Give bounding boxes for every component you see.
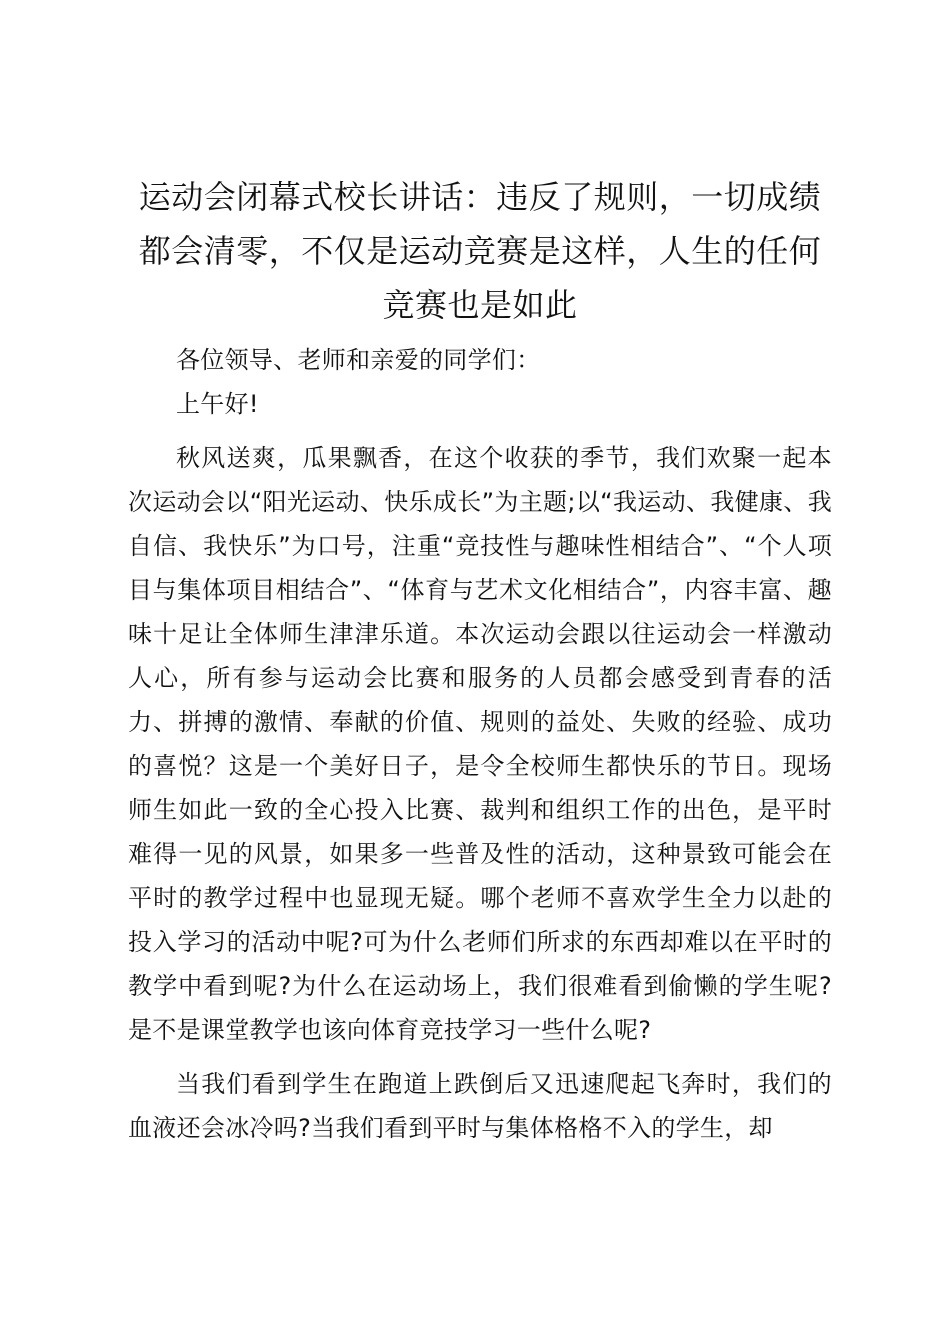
greeting: 上午好! — [176, 390, 259, 418]
salutation: 各位领导、老师和亲爱的同学们： — [176, 346, 541, 374]
document-title: 运动会闭幕式校长讲话：违反了规则，一切成绩都会清零，不仅是运动竞赛是这样，人生的任何竞赛也是如此 — [138, 178, 822, 324]
body-paragraph: 当我们看到学生在跑道上跌倒后又迅速爬起飞奔时，我们的血液还会冰冷吗?当我们看到平时与集体格格不入的学生，却 — [128, 1070, 832, 1142]
body-paragraph: 秋风送爽，瓜果飘香，在这个收获的季节，我们欢聚一起本次运动会以“阳光运动、快乐成长”为主题;以“我运动、我健康、我自信、我快乐”为口号，注重“竞技性与趣味性相结合”、“个人项目与集体项目相结合”、“体育与艺术文化相结合”，内容丰富、趣味十足让全体师生津津乐道。本次运动会跟以往运动会一样激动人心，所有参与运动会比赛和服务的人员都会感受到青春的活力、拼搏的激情、奉献的价值、规则的益处、失败的经验、成功的喜悦？这是一个美好日子，是令全校师生都快乐的节日。现场师生如此一致的全心投入比赛、裁判和组织工作的出色，是平时难得一见的风景，如果多一些普及性的活动，这种景致可能会在平时的教学过程中也显现无疑。哪个老师不喜欢学生全力以赴的投入学习的活动中呢?可为什么老师们所求的东西却难以在平时的教学中看到呢?为什么在运动场上，我们很难看到偷懒的学生呢?是不是课堂教学也该向体育竞技学习一些什么呢? — [128, 444, 832, 1044]
document-page — [128, 170, 832, 1150]
